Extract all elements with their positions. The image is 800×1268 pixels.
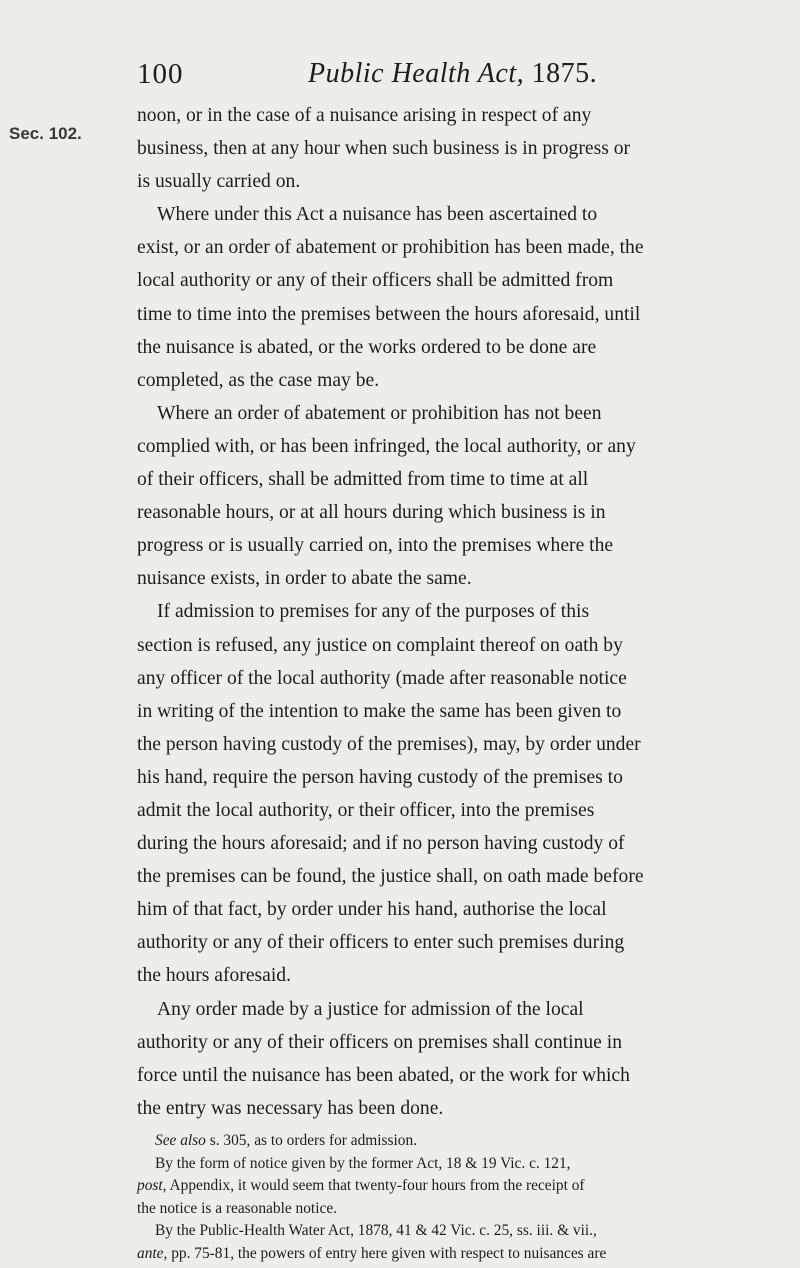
section-marker: Sec. 102.: [9, 124, 82, 143]
note-text: pp. 75-81, the powers of entry here given with respect to nuisances are: [167, 1244, 607, 1262]
body-line: complied with, or has been infringed, the local authority, or any: [137, 435, 636, 457]
body-line: reasonable hours, or at all hours during which business is in: [137, 502, 606, 524]
note-line: [137, 1175, 767, 1198]
footnotes: [137, 1130, 767, 1265]
note-ante: ante,: [137, 1244, 168, 1262]
body-line: during the hours aforesaid; and if no person having custody of: [137, 833, 625, 855]
body-line: the nuisance is abated, or the works ordered to be done are: [137, 336, 597, 358]
body-text: [137, 99, 767, 1125]
body-line: nuisance exists, in order to abate the same.: [137, 568, 472, 590]
body-line: any officer of the local authority (made after reasonable notice: [137, 667, 627, 689]
note-line: [137, 1130, 767, 1153]
body-line: of their officers, shall be admitted from time to time at all: [137, 469, 589, 491]
body-line: time to time into the premises between the hours aforesaid, until: [137, 303, 641, 325]
body-line: section is refused, any justice on complaint thereof on oath by: [137, 634, 623, 656]
body-line: the hours aforesaid.: [137, 965, 291, 987]
body-line: authority or any of their officers on premises shall continue in: [137, 1031, 623, 1053]
body-line: If admission to premises for any of the purposes of this: [157, 601, 590, 623]
body-line: local authority or any of their officers shall be admitted from: [137, 270, 614, 292]
note-text: s. 305, as to orders for admission.: [205, 1132, 418, 1149]
page-number: 100: [137, 58, 184, 90]
body-line: noon, or in the case of a nuisance arising in respect of any: [137, 105, 592, 126]
body-line: authority or any of their officers to enter such premises during: [137, 932, 625, 954]
body-line: the person having custody of the premises), may, by order under: [137, 733, 641, 755]
body-line: exist, or an order of abatement or prohibition has been made, the: [137, 237, 644, 259]
note-post: post,: [137, 1177, 167, 1194]
running-title-text: Public Health Act,: [308, 58, 525, 89]
body-line: progress or is usually carried on, into the premises where the: [137, 535, 614, 557]
body-line: force until the nuisance has been abated, or the work for which: [137, 1064, 630, 1086]
body-line: his hand, require the person having custody of the premises to: [137, 766, 623, 788]
note-see-also: See also: [155, 1132, 206, 1149]
body-line: in writing of the intention to make the same has been given to: [137, 700, 622, 722]
note-line: the notice is a reasonable notice.: [137, 1199, 337, 1217]
body-line: completed, as the case may be.: [137, 369, 380, 391]
note-line: [137, 1243, 767, 1266]
running-title-year: 1875.: [531, 58, 598, 89]
body-line: Any order made by a justice for admission of the local: [157, 998, 584, 1020]
body-line: the entry was necessary has been done.: [137, 1097, 444, 1119]
note-line: By the Public-Health Water Act, 1878, 41 & 42 Vic. c. 25, ss. iii. & vii.,: [155, 1222, 597, 1239]
body-line: him of that fact, by order under his hand, authorise the local: [137, 899, 607, 921]
body-line: the premises can be found, the justice shall, on oath made before: [137, 866, 644, 888]
note-line: By the form of notice given by the former Act, 18 & 19 Vic. c. 121,: [155, 1154, 571, 1172]
running-title: [308, 58, 597, 90]
body-line: Where under this Act a nuisance has been ascertained to: [157, 204, 598, 226]
body-line: business, then at any hour when such business is in progress or: [137, 138, 631, 160]
body-line: admit the local authority, or their officer, into the premises: [137, 799, 595, 821]
body-line: is usually carried on.: [137, 171, 301, 193]
note-text: Appendix, it would seem that twenty-four hours from the receipt of: [166, 1177, 585, 1194]
body-line: Where an order of abatement or prohibition has not been: [157, 402, 602, 424]
